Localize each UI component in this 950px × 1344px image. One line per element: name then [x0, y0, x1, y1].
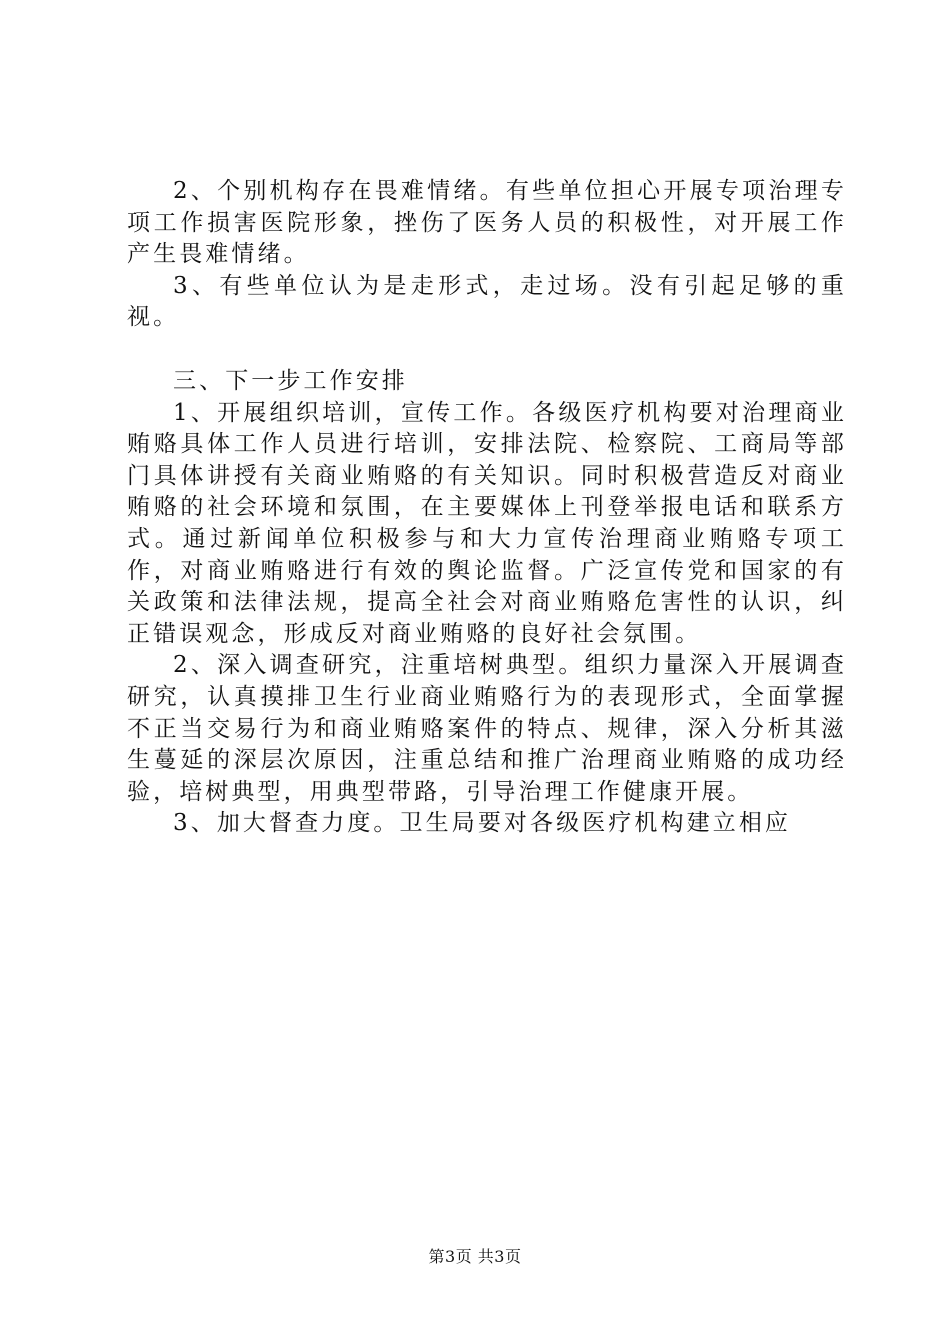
paragraph-next-step-3: 3、加大督查力度。卫生局要对各级医疗机构建立相应 — [173, 810, 792, 837]
paragraph-next-step-1: 1、开展组织培训，宣传工作。各级医疗机构要对治理商业贿赂具体工作人员进行培训，安排法院、检察院、工商局等部门具体讲授有关商业贿赂的有关知识。同时积极营造反对商业贿赂的社会环境和氛围，在主要媒体上刊登举报电话和联系方式。通过新闻单位积极参与和大力宣传治理商业贿赂专项工作，对商业贿赂进行有效的舆论监督。广泛宣传党和国家的有关政策和法律法规，提高全社会对商业贿赂危害性的认识，纠正错误观念，形成反对商业贿赂的良好社会氛围。 — [127, 399, 847, 647]
document-body — [127, 176, 847, 840]
paragraph-item-3: 3、有些单位认为是走形式，走过场。没有引起足够的重视。 — [127, 272, 847, 331]
paragraph-next-step-2: 2、深入调查研究，注重培树典型。组织力量深入开展调查研究，认真摸排卫生行业商业贿赂行为的表现形式，全面掌握不正当交易行为和商业贿赂案件的特点、规律，深入分析其滋生蔓延的深层次原因，注重总结和推广治理商业贿赂的成功经验，培树典型，用典型带路，引导治理工作健康开展。 — [127, 652, 847, 805]
page-number-footer: 第3页 共3页 — [428, 1247, 522, 1266]
paragraph-gap — [127, 334, 847, 366]
paragraph-item-2: 2、个别机构存在畏难情绪。有些单位担心开展专项治理专项工作损害医院形象，挫伤了医务人员的积极性，对开展工作产生畏难情绪。 — [127, 178, 847, 268]
section-heading: 三、下一步工作安排 — [173, 367, 408, 394]
